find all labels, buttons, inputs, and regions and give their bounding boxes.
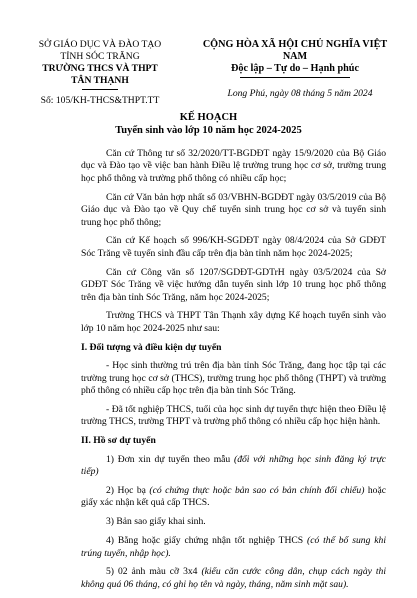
dossier-item-2-tail: hoặc giấy xác nhận kết quả cấp THCS. [81, 484, 386, 509]
issuer-school-line1: TRƯỜNG THCS VÀ THPT [42, 63, 158, 74]
issuer-underline [82, 89, 118, 90]
date-prefix: Long Phú, ngày [227, 88, 291, 99]
date-year-label: năm [331, 88, 354, 99]
dossier-item-5-text: 5) 02 ảnh màu cỡ 3x4 [106, 566, 202, 578]
national-title: CỘNG HÒA XÃ HỘI CHỦ NGHĨA VIỆT NAM [202, 39, 388, 62]
document-date [210, 88, 390, 99]
document-number: Số: 105/KH-THCS&THPT.TT [40, 95, 160, 106]
basis-paragraph-2: Căn cứ Văn bản hợp nhất số 03/VBHN-BGDĐT ngày 03/5/2019 của Bộ Giáo dục và Đào tạo về Quy chế tuyển sinh trung học cơ sở và tuyển sinh trung học phổ thông; [81, 191, 386, 228]
dossier-item-1 [81, 454, 386, 479]
eligibility-item-1: - Học sinh thường trú trên địa bàn tỉnh Sóc Trăng, đang học tập tại các trường trung học cơ sở (THCS), trường trung học phổ thông (THPT) và trường phổ thông có nhiều cấp học trên địa bàn tỉnh Sóc Trăng. [81, 360, 386, 396]
dossier-item-5 [81, 566, 386, 591]
national-header [190, 39, 400, 78]
date-month: 5 [327, 88, 332, 99]
motto-underline [240, 77, 350, 78]
basis-paragraph-4: Căn cứ Công văn số 1207/SGDĐT-GDTrH ngày 03/5/2024 của Sở GDĐT Sóc Trăng về việc hướng dẫn tuyển sinh lớp 10 trung học phổ thông trên địa bàn tỉnh Sóc Trăng, năm học 2024-2025; [81, 266, 386, 303]
section-heading-2: II. Hồ sơ dự tuyển [81, 435, 156, 447]
dossier-item-4-note: (có thể bổ sung khi trúng tuyển, nhập học). [81, 535, 386, 559]
intro-paragraph: Trường THCS và THPT Tân Thạnh xây dựng Kế hoạch tuyển sinh vào lớp 10 năm học 2024-2025 như sau: [81, 310, 386, 334]
issuer-header [22, 39, 178, 107]
issuer-dept: SỞ GIÁO DỤC VÀ ĐÀO TẠO [38, 39, 162, 50]
date-year: 2024 [353, 88, 373, 99]
issuer-school-line2: TÂN THẠNH [71, 75, 129, 86]
issuer-province: TỈNH SÓC TRĂNG [60, 51, 140, 62]
dossier-item-1-note: (đối với những học sinh đăng ký trực tiếp) [81, 453, 386, 478]
national-motto: Độc lập – Tự do – Hạnh phúc [231, 63, 359, 74]
title-line1: KẾ HOẠCH [179, 112, 238, 123]
section-heading-1: I. Đối tượng và điều kiện dự tuyển [81, 341, 222, 353]
dossier-item-5-note: (kiểu căn cước công dân, chụp cách ngày thi không quá 06 tháng, có ghi họ tên và ngày, tháng, năm sinh mặt sau). [81, 566, 386, 590]
eligibility-item-2: - Đã tốt nghiệp THCS, tuổi của học sinh dự tuyển thực hiện theo Điều lệ trường THCS, trường THPT và trường phổ thông có nhiều cấp học hiện hành. [81, 403, 386, 428]
basis-paragraph-3: Căn cứ Kế hoạch số 996/KH-SGDĐT ngày 08/4/2024 của Sở GDĐT Sóc Trăng về tuyển sinh đầu cấp trên địa bàn tỉnh năm học 2024-2025; [81, 235, 386, 259]
dossier-item-4-text: 4) Bằng hoặc giấy chứng nhận tốt nghiệp THCS [106, 535, 307, 547]
dossier-item-3: 3) Bản sao giấy khai sinh. [106, 516, 206, 528]
document-body [81, 148, 386, 598]
dossier-item-2 [81, 485, 386, 510]
date-month-label: tháng [300, 88, 328, 99]
dossier-item-1-text: 1) Đơn xin dự tuyển theo mẫu [106, 453, 235, 465]
basis-paragraph-1: Căn cứ Thông tư số 32/2020/TT-BGDĐT ngày 15/9/2020 của Bộ Giáo dục và Đào tạo về việc ban hành Điều lệ trường trung học cơ sở, trường trung học phổ thông và trường phổ thông có nhiều cấp học; [81, 148, 386, 184]
dossier-item-2-note: (có chứng thực hoặc bản sao có bản chính đối chiếu) [149, 484, 365, 496]
date-day: 08 [290, 88, 301, 99]
dossier-item-4 [81, 535, 386, 560]
document-title [0, 111, 417, 137]
title-line2: Tuyển sinh vào lớp 10 năm học 2024-2025 [115, 125, 302, 136]
dossier-item-2-text: 2) Học bạ [106, 484, 150, 496]
